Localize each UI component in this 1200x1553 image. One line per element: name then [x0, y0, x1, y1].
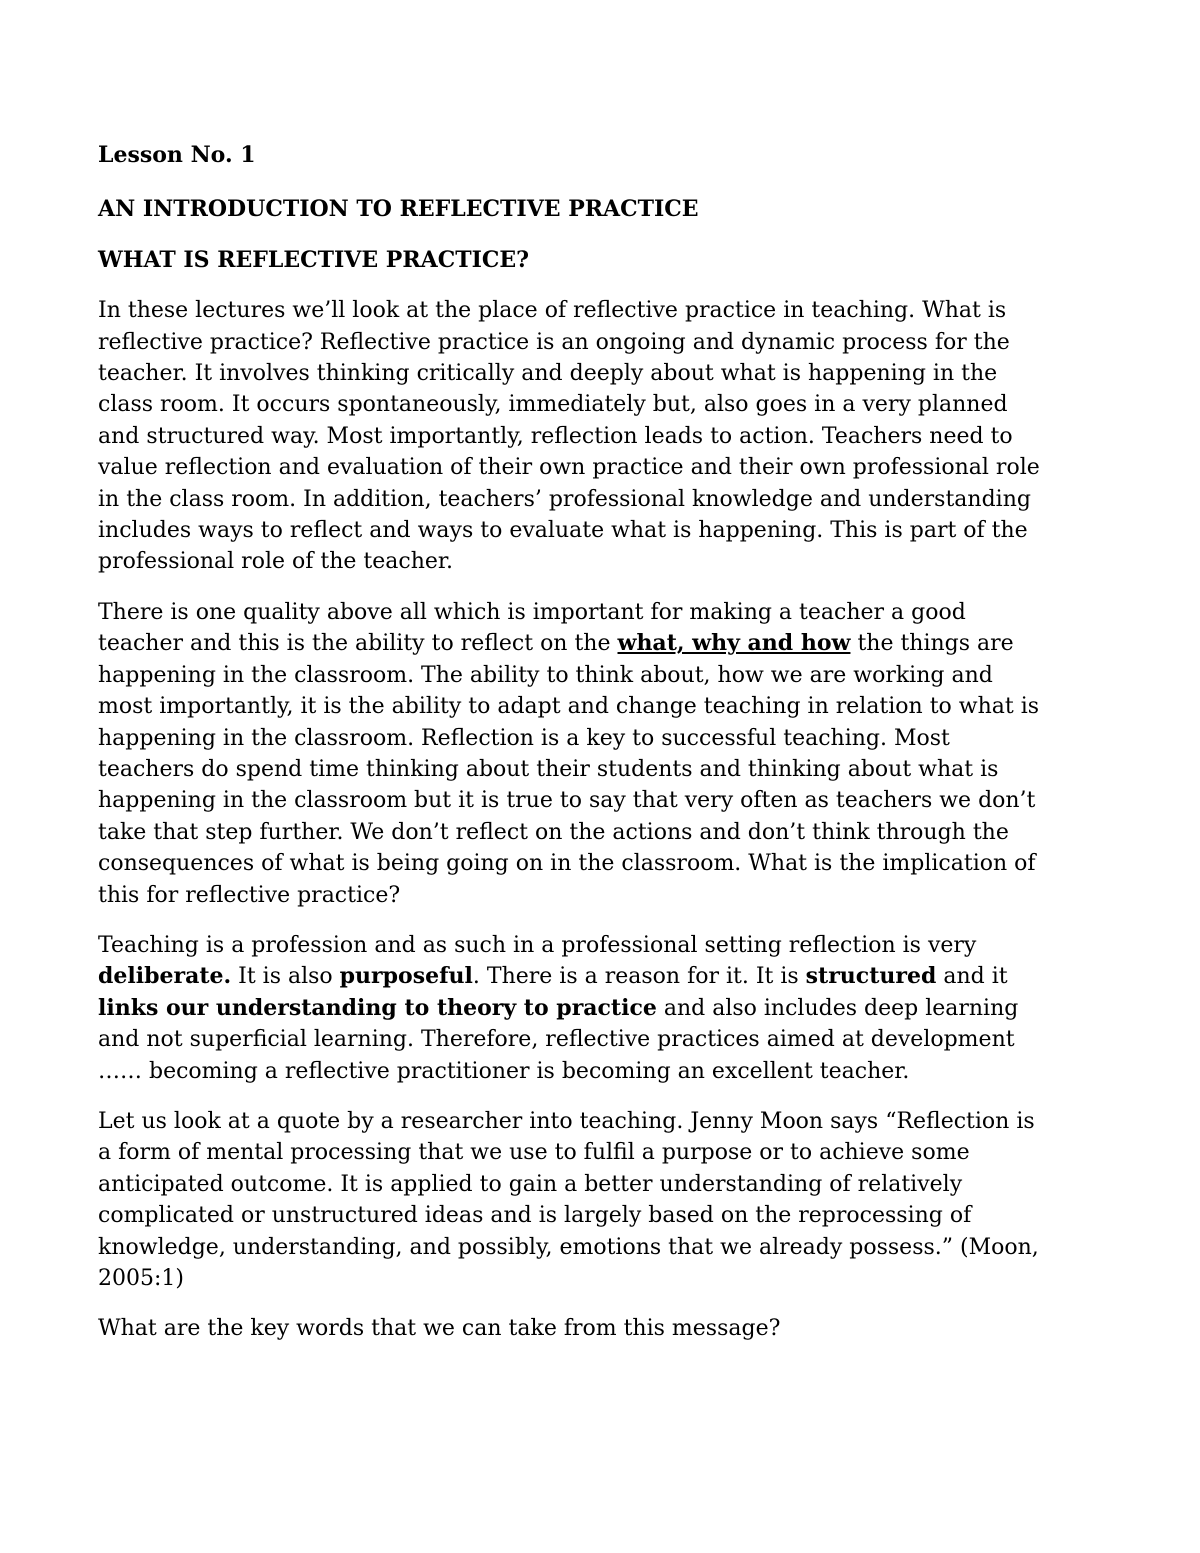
text-line: a form of mental processing that we use to fulfil a purpose or to achieve some [98, 1140, 970, 1166]
text-line [98, 628, 1118, 659]
text-run: and it [936, 964, 1008, 990]
paragraph-quote [98, 1106, 1118, 1294]
text-line: …… becoming a reflective practitioner is becoming an excellent teacher. [98, 1058, 910, 1084]
text-line: complicated or unstructured ideas and is largely based on the reprocessing of [98, 1203, 972, 1229]
text-line: What are the key words that we can take from this message? [98, 1316, 781, 1342]
text-line: and structured way. Most importantly, reflection leads to action. Teachers need to [98, 423, 1013, 449]
text-run: and also includes deep learning [656, 995, 1019, 1021]
paragraph-quality [98, 597, 1118, 911]
text-line: reflective practice? Reflective practice is an ongoing and dynamic process for the [98, 329, 1010, 355]
document-page [98, 140, 1118, 1364]
lesson-label: Lesson No. 1 [98, 142, 256, 168]
text-run: the things are [850, 631, 1014, 657]
text-line: anticipated outcome. It is applied to gain a better understanding of relatively [98, 1171, 963, 1197]
text-line: Teaching is a profession and as such in a professional setting reflection is very [98, 932, 977, 958]
text-line: and not superficial learning. Therefore, reflective practices aimed at development [98, 1027, 1015, 1053]
paragraph-profession [98, 930, 1118, 1087]
text-line: includes ways to reflect and ways to evaluate what is happening. This is part of the [98, 518, 1028, 544]
text-line: this for reflective practice? [98, 882, 401, 908]
text-line: There is one quality above all which is important for making a teacher a good [98, 599, 966, 625]
emphasis-what-why-how: what, why and how [617, 630, 851, 657]
text-line: 2005:1) [98, 1266, 184, 1291]
text-line: happening in the classroom. Reflection is a key to successful teaching. Most [98, 725, 950, 751]
section-heading: WHAT IS REFLECTIVE PRACTICE? [98, 246, 530, 273]
text-line: knowledge, understanding, and possibly, emotions that we already possess.” (Moon, [98, 1234, 1039, 1260]
text-line [98, 993, 1118, 1024]
text-line: teacher. It involves thinking critically and deeply about what is happening in the [98, 361, 998, 387]
text-line: take that step further. We don’t reflect on the actions and don’t think through the [98, 819, 1009, 845]
emphasis-deliberate: deliberate. [98, 963, 232, 990]
text-line: class room. It occurs spontaneously, immediately but, also goes in a very planned [98, 392, 1008, 418]
paragraph-question [98, 1313, 1118, 1344]
text-line: Let us look at a quote by a researcher into teaching. Jenny Moon says “Reflection is [98, 1108, 1035, 1134]
text-line: consequences of what is being going on in the classroom. What is the implication of [98, 851, 1036, 877]
text-run: It is also [231, 964, 340, 990]
text-run: teacher and this is the ability to reflect on the [98, 631, 618, 657]
text-line: happening in the classroom but it is true to say that very often as teachers we don’t [98, 788, 1036, 814]
emphasis-links-theory: links our understanding to theory to practice [98, 994, 657, 1021]
paragraph-intro [98, 295, 1118, 578]
text-line: teachers do spend time thinking about their students and thinking about what is [98, 756, 999, 782]
text-line: professional role of the teacher. [98, 549, 453, 575]
text-line: in the class room. In addition, teachers’ professional knowledge and understanding [98, 486, 1031, 512]
text-line: happening in the classroom. The ability to think about, how we are working and [98, 662, 993, 688]
text-run: . There is a reason for it. It is [472, 964, 806, 990]
document-title: AN INTRODUCTION TO REFLECTIVE PRACTICE [98, 196, 699, 223]
emphasis-purposeful: purposeful [339, 963, 473, 990]
emphasis-structured: structured [805, 963, 937, 990]
text-line: most importantly, it is the ability to adapt and change teaching in relation to what is [98, 694, 1040, 720]
text-line: In these lectures we’ll look at the place of reflective practice in teaching. What is [98, 298, 1007, 324]
text-line [98, 961, 1118, 992]
text-line: value reflection and evaluation of their own practice and their own professional role [98, 455, 1040, 481]
